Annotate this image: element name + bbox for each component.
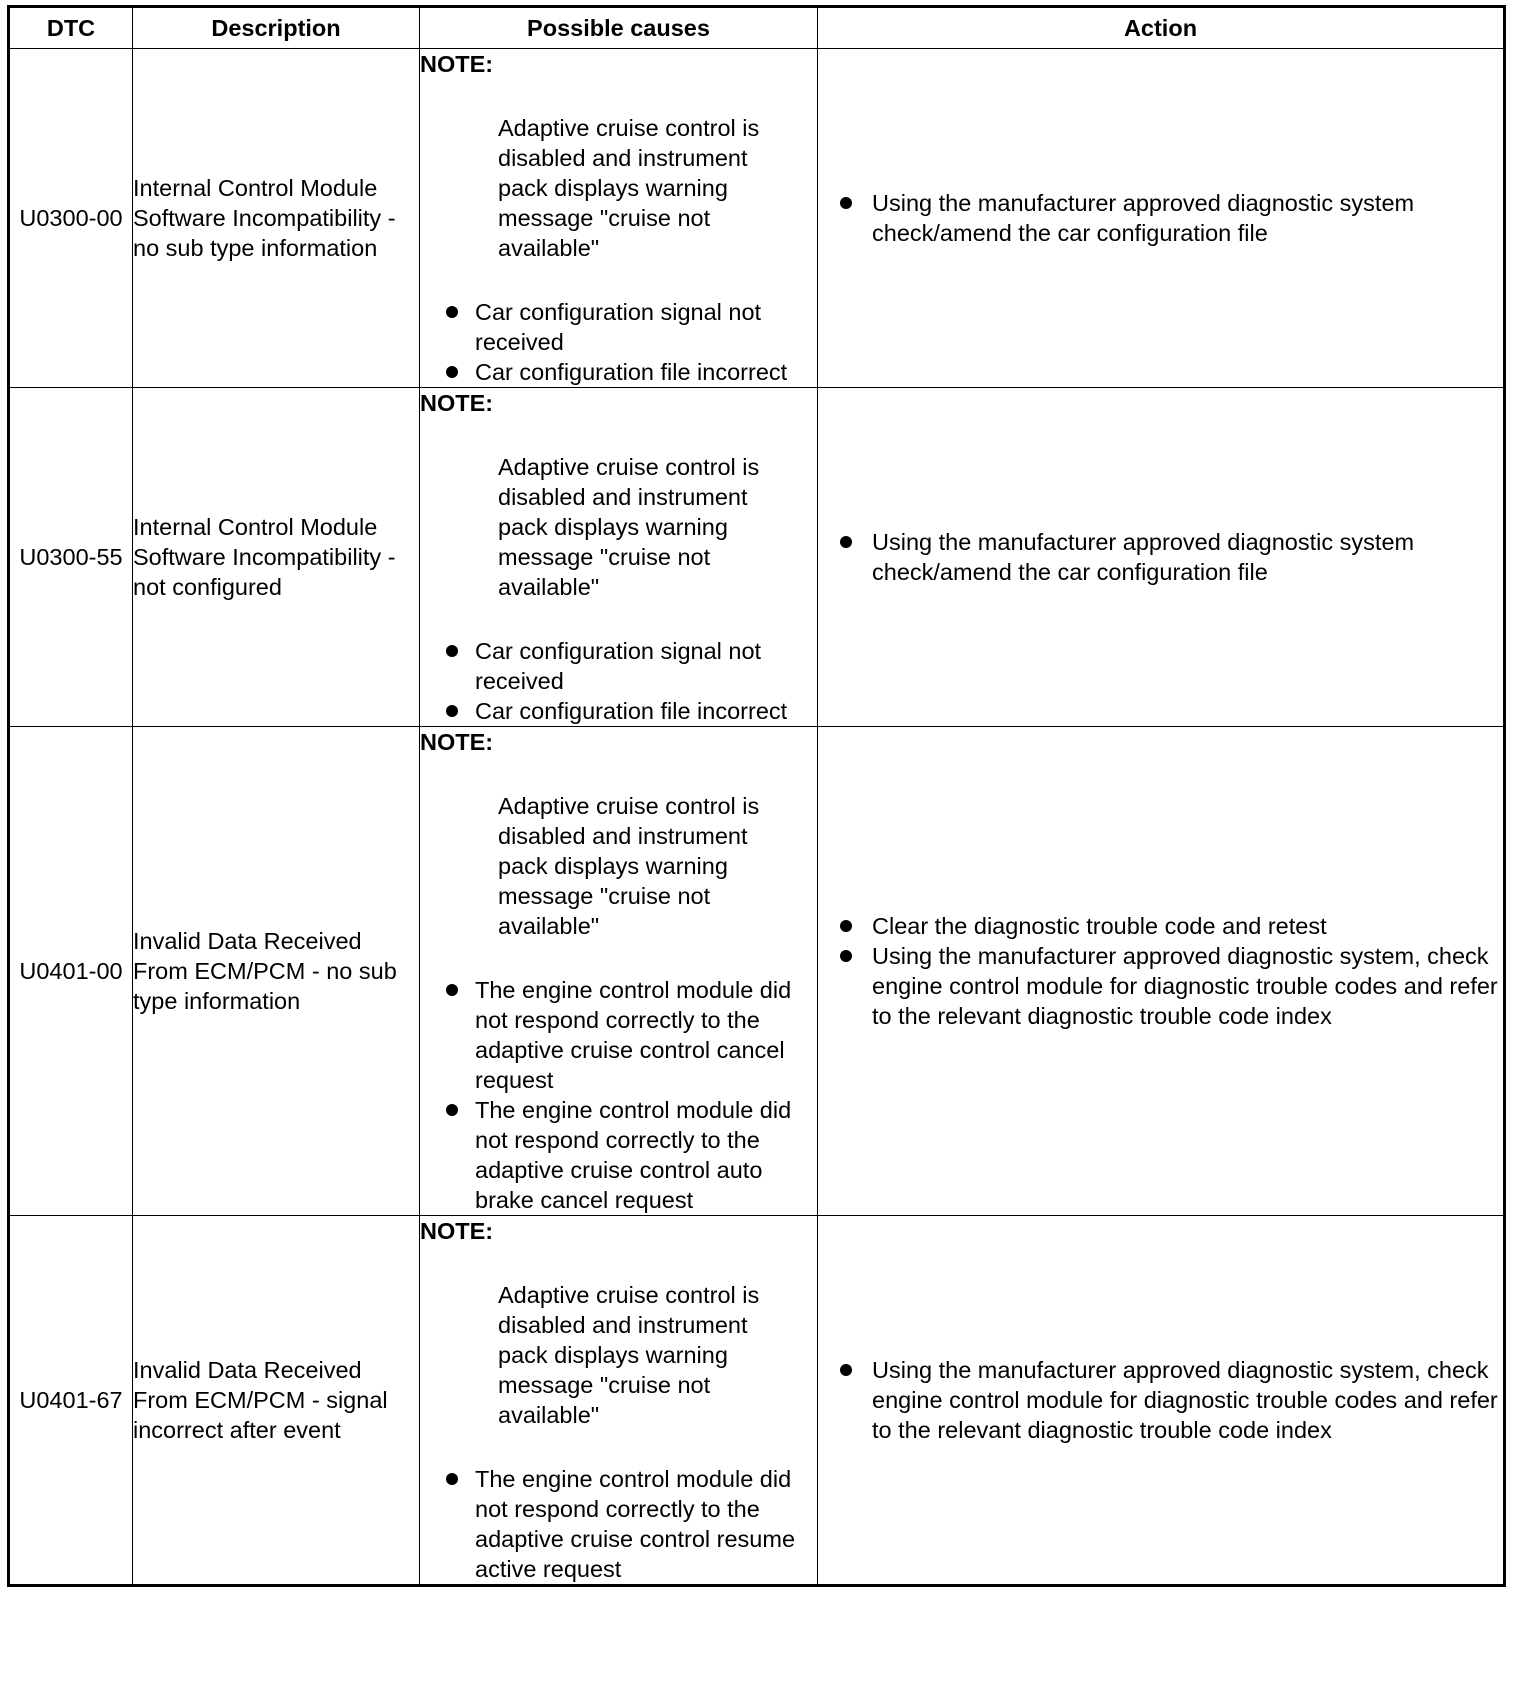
dtc-description: Invalid Data Received From ECM/PCM - no sub type information	[133, 727, 420, 1216]
header-dtc: DTC	[9, 7, 133, 49]
cause-item: Car configuration signal not received	[420, 297, 817, 357]
note-text: Adaptive cruise control is disabled and instrument pack displays warning message "cruise not available"	[498, 1282, 760, 1428]
dtc-description: Internal Control Module Software Incompatibility - no sub type information	[133, 49, 420, 388]
cause-item: Car configuration file incorrect	[420, 357, 817, 387]
note-text: Adaptive cruise control is disabled and instrument pack displays warning message "cruise not available"	[498, 115, 760, 261]
note-text: Adaptive cruise control is disabled and instrument pack displays warning message "cruise not available"	[498, 454, 760, 600]
cause-item: The engine control module did not respond correctly to the adaptive cruise control cancel request	[420, 975, 817, 1095]
header-description: Description	[133, 7, 420, 49]
dtc-description: Internal Control Module Software Incompatibility - not configured	[133, 388, 420, 727]
cause-item: Car configuration signal not received	[420, 636, 817, 696]
cause-item: The engine control module did not respond correctly to the adaptive cruise control resume active request	[420, 1464, 817, 1584]
cause-item: Car configuration file incorrect	[420, 696, 817, 726]
note-label: NOTE:	[420, 729, 494, 755]
table-row	[9, 388, 1505, 727]
possible-causes-cell	[420, 1216, 818, 1586]
table-row	[9, 1216, 1505, 1586]
note-label: NOTE:	[420, 390, 494, 416]
table-row	[9, 727, 1505, 1216]
action-cell	[818, 727, 1505, 1216]
action-list	[818, 911, 1503, 1031]
note-label: NOTE:	[420, 51, 494, 77]
action-list	[818, 527, 1503, 587]
table-row	[9, 49, 1505, 388]
cause-item: The engine control module did not respond correctly to the adaptive cruise control auto brake cancel request	[420, 1095, 817, 1215]
action-cell	[818, 1216, 1505, 1586]
possible-causes-cell	[420, 388, 818, 727]
action-item: Using the manufacturer approved diagnostic system check/amend the car configuration file	[818, 188, 1503, 248]
table-header-row	[9, 7, 1505, 49]
causes-list	[420, 636, 817, 726]
note-label: NOTE:	[420, 1218, 494, 1244]
action-list	[818, 1355, 1503, 1445]
possible-causes-cell	[420, 727, 818, 1216]
causes-list	[420, 1464, 817, 1584]
dtc-code: U0401-00	[9, 727, 133, 1216]
action-item: Using the manufacturer approved diagnostic system, check engine control module for diagnostic trouble codes and refer to the relevant diagnostic trouble code index	[818, 1355, 1503, 1445]
causes-list	[420, 975, 817, 1215]
action-cell	[818, 49, 1505, 388]
dtc-code: U0300-00	[9, 49, 133, 388]
possible-causes-cell	[420, 49, 818, 388]
dtc-code: U0300-55	[9, 388, 133, 727]
header-action: Action	[818, 7, 1505, 49]
header-possible-causes: Possible causes	[420, 7, 818, 49]
action-item: Clear the diagnostic trouble code and retest	[818, 911, 1503, 941]
dtc-table	[7, 5, 1506, 1587]
action-item: Using the manufacturer approved diagnostic system check/amend the car configuration file	[818, 527, 1503, 587]
note-text: Adaptive cruise control is disabled and instrument pack displays warning message "cruise not available"	[498, 793, 760, 939]
action-item: Using the manufacturer approved diagnostic system, check engine control module for diagnostic trouble codes and refer to the relevant diagnostic trouble code index	[818, 941, 1503, 1031]
causes-list	[420, 297, 817, 387]
dtc-description: Invalid Data Received From ECM/PCM - signal incorrect after event	[133, 1216, 420, 1586]
action-list	[818, 188, 1503, 248]
action-cell	[818, 388, 1505, 727]
dtc-code: U0401-67	[9, 1216, 133, 1586]
